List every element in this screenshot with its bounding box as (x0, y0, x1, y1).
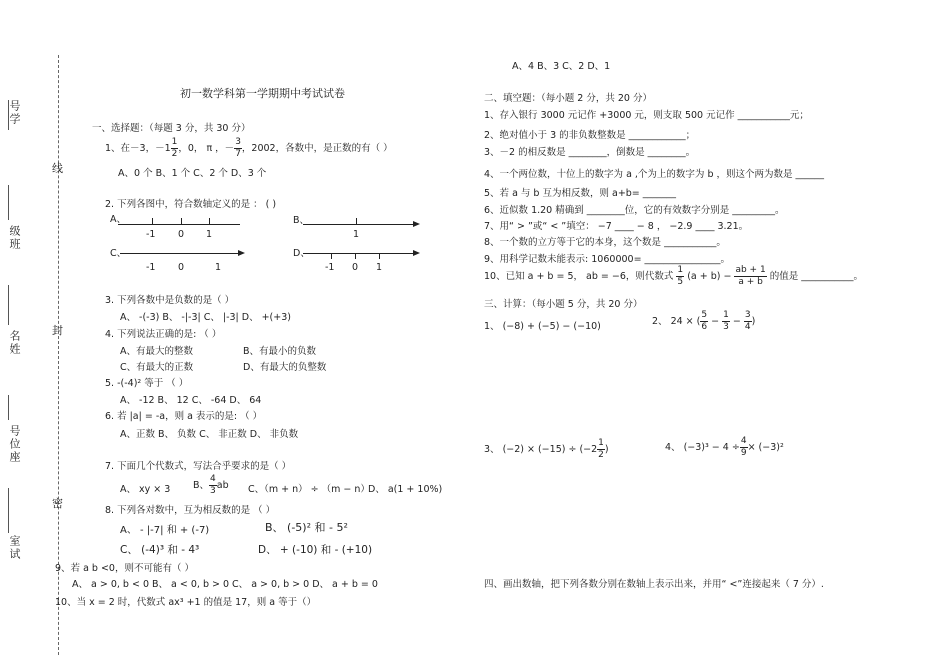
fill-8: 8、一个数的立方等于它的本身，这个数是 ___________。 (484, 237, 726, 248)
q4-option-d: D、有最大的负整数 (243, 362, 327, 373)
q4-text: 4. 下列说法正确的是: （ ） (105, 329, 222, 340)
q8-text: 8. 下列各对数中，互为相反数的是 （ ） (105, 505, 276, 516)
tick (181, 218, 182, 224)
tick (379, 253, 380, 259)
tick (355, 253, 356, 259)
q7-option-b: B、 $\frac{4}{3}$ ab (193, 474, 229, 496)
q1-options: A、0 个 B、1 个 C、2 个 D、3 个 (118, 168, 267, 179)
tick (356, 218, 357, 224)
q4-option-b: B、有最小的负数 (243, 346, 317, 357)
fill-10: 10、已知 a + b = 5， ab = −6，则代数式 $\frac{1}{5}$ (a + b) − $\frac{ab + 1}{a + b}$ 的值是 ___________。 (484, 265, 863, 287)
q5-text: 5. -(-4)² 等于 （ ） (105, 378, 189, 389)
tick (152, 218, 153, 224)
tick (331, 253, 332, 259)
q7-text: 7. 下面几个代数式，写法合乎要求的是（ ） (105, 461, 292, 472)
exam-title: 初一数学科第一学期期中考试试卷 (180, 87, 345, 100)
fill-line-1[interactable] (8, 100, 21, 130)
cut-label-line: 线 (52, 162, 63, 175)
tick-label: 0 (178, 262, 185, 273)
label-name: 名姓 (8, 330, 21, 356)
q1-text: 1、在－3，－1 $\frac{1}{2}$ ，0， π ，－ $\frac{3}{7}$ ，2002，各数中，是正数的有（ ） (105, 137, 393, 159)
q2-text: 2. 下列各图中，符合数轴定义的是 ： ( ) (105, 199, 277, 210)
q7-option-a: A、 xy × 3 (120, 484, 171, 495)
number-line-d (303, 253, 415, 254)
q7-option-c: C、（m + n） ÷ （m − n） (248, 484, 370, 495)
label-student-number: 号学 (8, 100, 21, 126)
fill-5: 5、若 a 与 b 互为相反数，则 a+b= _______ (484, 188, 677, 199)
arrow-icon (413, 221, 420, 227)
fill-6: 6、近似数 1.20 精确到 ________位，它的有效数字分别是 _________。 (484, 205, 785, 216)
fill-3: 3、－2 的相反数是 ________，倒数是 ________。 (484, 147, 696, 158)
section1-header: 一、选择题：（每题 3 分，共 30 分） (92, 123, 251, 134)
tick-label: 0 (178, 229, 185, 240)
q8-option-a: A、 - |-7| 和 + (-7) (120, 525, 210, 536)
label-class: 级班 (8, 225, 21, 251)
tick-label: -1 (146, 262, 156, 273)
section4-text: 四、画出数轴，把下列各数分别在数轴上表示出来，并用“ <”连接起来（ 7 分）. (484, 579, 824, 590)
cut-label-secret: 密 (52, 497, 63, 510)
calc-4: 4、 (−3)³ − 4 ÷ $\frac{4}{9}$ × (−3)² (665, 436, 784, 458)
number-line-b (303, 224, 415, 225)
tick-label: 0 (352, 262, 359, 273)
q9-options: A、 a > 0, b < 0 B、 a < 0, b > 0 C、 a > 0, b > 0 D、 a + b = 0 (72, 579, 378, 590)
tick-label: -1 (325, 262, 335, 273)
fill-line-5[interactable] (8, 488, 21, 533)
q10-options: A、4 B、3 C、2 D、1 (512, 61, 611, 72)
tick-label: 1 (353, 229, 360, 240)
arrow-icon (238, 250, 245, 256)
label-seat-number: 号位座 (8, 425, 21, 464)
q3-text: 3. 下列各数中是负数的是（ ） (105, 295, 235, 306)
q6-text: 6. 若 |a| = -a，则 a 表示的是: （ ） (105, 411, 263, 422)
number-line-a (118, 224, 240, 225)
cut-label-seal: 封 (52, 324, 63, 337)
label-exam-room: 室试 (8, 535, 21, 561)
fill-7: 7、用“ > ”或“ < ”填空： −7 ____ − 8 ， −2.9 ____ 3.21。 (484, 221, 749, 232)
tick (209, 218, 210, 224)
arrow-icon (413, 250, 420, 256)
q10-text: 10、当 x = 2 时，代数式 ax³ +1 的值是 17，则 a 等于（） (55, 597, 317, 608)
q7-option-d: D、 a(1 + 10%) (368, 484, 443, 495)
fill-line-2[interactable] (8, 185, 21, 220)
q6-options: A、正数 B、 负数 C、 非正数 D、 非负数 (120, 429, 299, 440)
q2-option-d-label: D、 (293, 248, 310, 259)
fill-2: 2、绝对值小于 3 的非负数整数是 ____________； (484, 130, 696, 141)
tick-label: 1 (206, 229, 213, 240)
calc-3: 3、 (−2) × (−15) ÷ (−2 $\frac{1}{2}$ ) (484, 438, 609, 460)
calc-1: 1、 (−8) + (−5) − (−10) (484, 321, 601, 332)
q2-option-c-label: C、 (110, 248, 127, 259)
q9-text: 9、若 a b <0，则不可能有（ ） (55, 563, 194, 574)
q2-option-a-label: A、 (110, 214, 126, 225)
fill-line-4[interactable] (8, 395, 21, 420)
fill-9: 9、用科学记数未能表示: 1060000= ________________。 (484, 254, 731, 265)
q4-option-a: A、有最大的整数 (120, 346, 193, 357)
section3-header: 三、计算：（每小题 5 分，共 20 分） (484, 299, 643, 310)
number-line-c (120, 253, 240, 254)
tick-label: 1 (215, 262, 222, 273)
section2-header: 二、填空题：（每小题 2 分，共 20 分） (484, 93, 652, 104)
fill-4: 4、一个两位数，十位上的数字为 a ,个为上的数字为 b ，则这个两为数是 ______ (484, 169, 825, 180)
q5-options: A、 -12 B、 12 C、 -64 D、 64 (120, 395, 262, 406)
tick-label: -1 (146, 229, 156, 240)
tick-label: 1 (376, 262, 383, 273)
fill-1: 1、存入银行 3000 元记作 +3000 元，则支取 500 元记作 ___________元； (484, 110, 809, 121)
q8-option-c: C、 (-4)³ 和 - 4³ (120, 544, 200, 556)
q3-options: A、 -(-3) B、 -|-3| C、 |-3| D、 +(+3) (120, 312, 291, 323)
calc-2: 2、 24 × ( $\frac{5}{6}$ − $\frac{1}{3}$ − $\frac{3}{4}$ ) (652, 310, 756, 332)
q8-option-d: D、 + (-10) 和 - (+10) (258, 544, 373, 556)
fill-line-3[interactable] (8, 285, 21, 325)
q2-option-b-label: B、 (293, 215, 310, 226)
q4-option-c: C、有最大的正数 (120, 362, 194, 373)
q8-option-b: B、 (-5)² 和 - 5² (265, 521, 348, 534)
